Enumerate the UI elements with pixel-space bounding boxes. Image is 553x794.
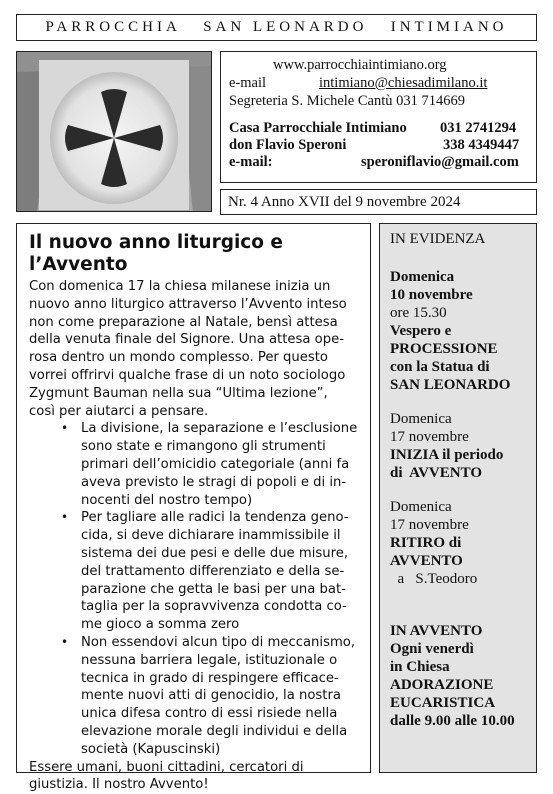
text-line: vorrei offrirvi qualche frase di un noto sociologo — [29, 367, 346, 383]
text-line: sono state e rimangono gli strumenti — [81, 439, 326, 455]
quote-list — [29, 420, 360, 758]
event-line: dalle 9.00 alle 10.00 — [390, 713, 515, 729]
text-line: sistema dei due pesi e delle due misure, — [81, 545, 349, 561]
highlights-sidebar — [379, 223, 537, 773]
text-line: La divisione, la separazione e l’esclusione — [81, 421, 358, 437]
text-line: Con domenica 17 la chiesa milanese inizia un — [29, 279, 331, 294]
event-line: di AVVENTO — [390, 465, 482, 481]
text-line: mente nuovi atti di genocidio, la nostra — [81, 688, 341, 704]
bullet-icon: • — [61, 510, 69, 525]
casa-row — [229, 120, 517, 137]
secretariat-line: Segreteria S. Michele Cantù 031 714669 — [229, 93, 465, 109]
priest-name: don Flavio Speroni — [229, 137, 347, 153]
contacts-box — [220, 51, 537, 183]
event-line: SAN LEONARDO — [390, 377, 511, 393]
priest-row — [229, 137, 520, 154]
sidebar-events — [390, 268, 536, 730]
event-line: EUCARISTICA — [390, 695, 496, 711]
quote-item — [61, 509, 360, 634]
issue-box — [220, 189, 537, 215]
parish-name: PARROCCHIA SAN LEONARDO INTIMIANO — [45, 19, 508, 35]
article-intro — [29, 278, 360, 420]
event-line — [390, 604, 536, 622]
event-line: con la Statua di — [390, 359, 490, 375]
text-line: aveva previsto le stragi di popoli e di in- — [81, 474, 347, 490]
event-line: Domenica — [390, 499, 452, 515]
event-line: Vespero e — [390, 323, 452, 339]
issue-number: Nr. 4 Anno XVII del 9 novembre 2024 — [228, 194, 461, 210]
article-closing — [29, 759, 360, 794]
text-line: così per aiutarci a pensare. — [29, 403, 209, 419]
cross-photo — [16, 51, 212, 212]
event-line: AVVENTO — [390, 553, 463, 569]
website-link[interactable]: www.parrocchiaintimiano.org — [273, 57, 447, 73]
text-line: parazione che getta le basi per una bat- — [81, 581, 346, 597]
text-line: nessuna barriera legale, istituzionale o — [81, 652, 338, 668]
text-line: unica difesa contro di essi risiede nella — [81, 706, 338, 722]
event-line: 17 novembre — [390, 429, 469, 445]
text-line: Non essendovi alcun tipo di meccanismo, — [81, 634, 356, 650]
text-line: del trattamento differenziato e della se- — [81, 563, 345, 579]
text-line: rosa dentro un mondo complesso. Per questo — [29, 350, 328, 366]
text-line: società (Kapuscinski) — [81, 741, 221, 757]
text-line: primari dell’omicidio categoriale (anni fa — [81, 456, 350, 472]
text-line: Essere umani, buoni cittadini, cercatori di — [29, 759, 304, 775]
email-link[interactable]: intimiano@chiesadimilano.it — [319, 75, 488, 91]
bullet-icon: • — [61, 634, 69, 649]
event-line: 10 novembre — [390, 287, 473, 303]
text-line: Per tagliare alle radici la tendenza geno- — [81, 510, 349, 526]
quote-item — [61, 420, 360, 509]
event-line: in Chiesa — [390, 659, 450, 675]
text-line: non come preparazione al Natale, bensì attesa — [29, 314, 338, 330]
event-line: 17 novembre — [390, 517, 469, 533]
text-line: tecnica in grado di respingere efficace- — [81, 670, 339, 686]
priest-email-row — [229, 154, 519, 171]
text-line: elevazione morale degli individui e della — [81, 723, 348, 739]
event-line: ore 15.30 — [390, 305, 447, 321]
text-line: della venuta finale del Signore. Una attesa ope- — [29, 332, 344, 348]
event-line: Domenica — [390, 411, 452, 427]
event-block — [390, 604, 536, 730]
event-line: Domenica — [390, 269, 455, 285]
bullet-icon: • — [61, 421, 69, 436]
priest-email-link[interactable]: speroniflavio@gmail.com — [361, 154, 519, 170]
email-row — [229, 75, 488, 92]
event-line: a S.Teodoro — [390, 571, 478, 587]
event-block — [390, 498, 536, 588]
event-line: RITIRO di — [390, 535, 462, 551]
event-line: ADORAZIONE — [390, 677, 494, 693]
event-line: Ogni venerdì — [390, 641, 474, 657]
casa-label: Casa Parrocchiale Intimiano — [229, 120, 407, 136]
priest-email-label: e-mail: — [229, 154, 273, 170]
text-line: cida, si deve dichiarare inammissibile il — [81, 528, 341, 544]
cross-image — [17, 52, 212, 212]
email-label: e-mail — [229, 75, 267, 91]
text-line: nocenti del nostro tempo) — [81, 492, 253, 508]
article-title: Il nuovo anno liturgico e l’Avvento — [29, 232, 283, 275]
text-line: nuovo anno liturgico attraverso l’Avvento inteso — [29, 296, 347, 312]
article — [16, 223, 371, 793]
quote-item — [61, 634, 360, 759]
text-line: taglia per la sopravvivenza condotta co- — [81, 599, 347, 615]
event-line: IN AVVENTO — [390, 623, 483, 639]
sidebar-heading: IN EVIDENZA — [390, 231, 486, 247]
text-line: me gioco a somma zero — [81, 617, 240, 633]
text-line: Zygmunt Bauman nella sua “Ultima lezione”, — [29, 385, 328, 401]
casa-phone: 031 2741294 — [440, 120, 517, 136]
parish-header — [16, 14, 537, 41]
priest-phone: 338 4349447 — [443, 137, 520, 153]
event-block — [390, 410, 536, 482]
event-block — [390, 268, 536, 394]
event-line: PROCESSIONE — [390, 341, 498, 357]
text-line: giustizia. Il nostro Avvento! — [29, 777, 209, 793]
event-line: INIZIA il periodo — [390, 447, 504, 463]
